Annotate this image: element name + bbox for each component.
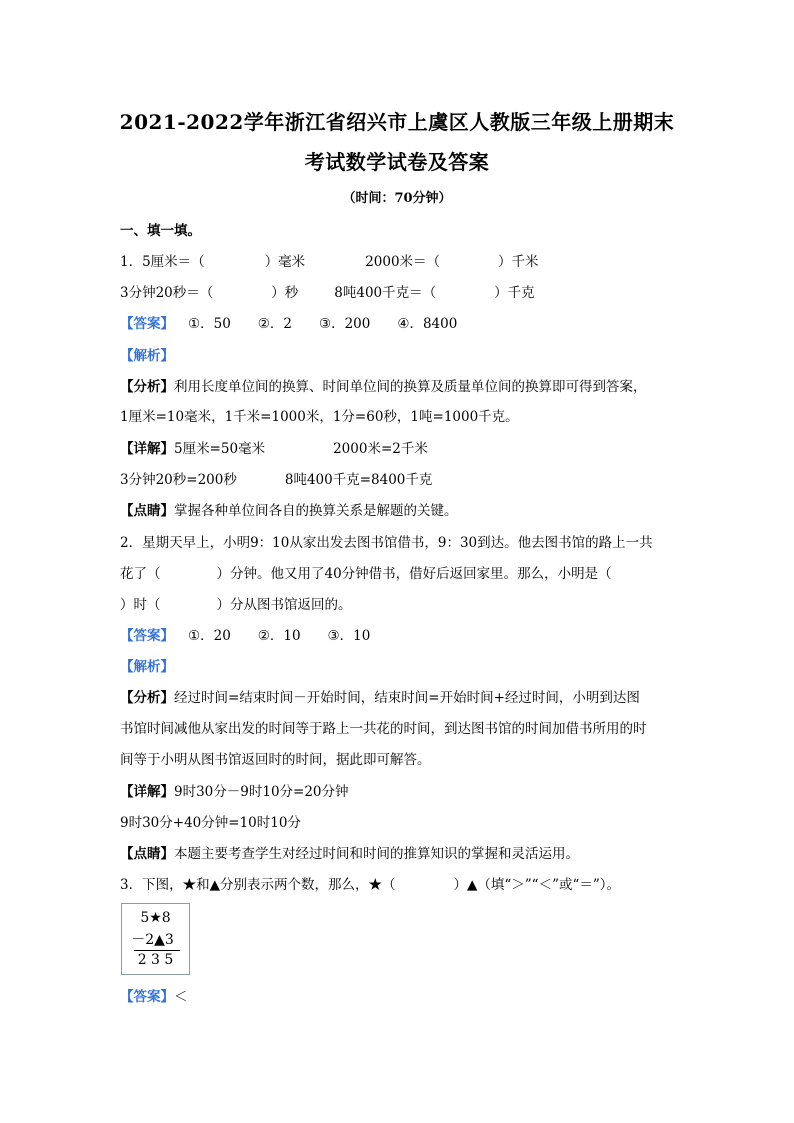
- analysis-tag: 【解析】: [120, 348, 174, 364]
- q1-xiangjie: [120, 437, 428, 457]
- q2-fenxi-line3: 间等于小明从图书馆返回时的时间，据此即可解答。: [120, 752, 431, 768]
- section-heading: 一、填一填。: [120, 223, 201, 239]
- q1-blank4-suffix: ）千克: [494, 285, 535, 301]
- analysis-tag: 【解析】: [120, 659, 174, 675]
- q2-dianjing: [120, 842, 579, 862]
- q1-blank3-prefix: 3分钟20秒＝（: [120, 285, 214, 301]
- document-title-line1: 2021-2022学年浙江省绍兴市上虞区人教版三年级上册期末: [119, 110, 675, 134]
- q1-analysis-heading: [120, 344, 174, 364]
- q2-xiangjie: [120, 780, 349, 800]
- fenxi-tag: 【分析】: [120, 379, 174, 395]
- q2-line1: 2．星期天早上，小明9：10从家出发去图书馆借书，9：30到达。他去图书馆的路上一共: [120, 535, 653, 551]
- dianjing-tag: 【点睛】: [120, 846, 174, 862]
- q1-line2: [120, 281, 535, 301]
- q1-blank1-suffix: ）毫米: [264, 254, 306, 270]
- q1-xiangjie2-b: 8吨400千克=8400千克: [284, 472, 433, 488]
- q1-line1: [120, 250, 539, 270]
- q2-fenxi-text: 经过时间=结束时间－开始时间，结束时间=开始时间+经过时间，小明到达图: [174, 690, 640, 706]
- q2-answer-text: ①．20 ②．10 ③．10: [188, 628, 371, 644]
- xiangjie-tag: 【详解】: [120, 784, 174, 800]
- q2-fenxi: [120, 686, 640, 706]
- q1-blank2-suffix: ）千米: [498, 254, 539, 270]
- q1-xiangjie-line2: [120, 468, 432, 488]
- q3-answer-text: ＜: [174, 989, 188, 1005]
- q1-xiangjie2-a: 3分钟20秒=200秒: [120, 472, 237, 488]
- q1-dianjing: [120, 499, 458, 519]
- q3-blank-prefix: 3．下图，★和▲分别表示两个数，那么，★（: [120, 877, 396, 893]
- calc-subtrahend: －2▲3: [131, 932, 174, 948]
- q1-blank3-suffix: ）秒: [271, 285, 299, 301]
- q2-analysis-heading: [120, 655, 174, 675]
- q2-blank3-suffix: ）分从图书馆返回的。: [216, 597, 352, 613]
- xiangjie-tag: 【详解】: [120, 441, 174, 457]
- calc-rule-line: [134, 950, 180, 951]
- q1-answer: [120, 312, 457, 332]
- exam-time-note: （时间：70分钟）: [342, 191, 452, 206]
- answer-tag: 【答案】: [120, 628, 174, 644]
- q2-line3: [120, 593, 352, 613]
- answer-tag: 【答案】: [120, 989, 174, 1005]
- q2-fenxi-line2: 书馆时间减他从家出发的时间等于路上一共花的时间，到达图书馆的时间加借书所用的时: [120, 721, 647, 737]
- q2-blank1-prefix: 花了（: [120, 566, 161, 582]
- q2-blank1-suffix: ）分钟。他又用了40分钟借书，借好后返回家里。那么，小明是（: [216, 566, 612, 582]
- q1-xiangjie-b: 2000米=2千米: [333, 441, 428, 457]
- q3-blank-suffix: ）▲（填“＞”“＜”或“＝”）。: [453, 877, 621, 893]
- q2-dianjing-text: 本题主要考查学生对经过时间和时间的推算知识的掌握和灵活运用。: [174, 846, 579, 862]
- fenxi-tag: 【分析】: [120, 690, 174, 706]
- q3-line1: [120, 873, 620, 893]
- document-title-line2: 考试数学试卷及答案: [304, 150, 490, 174]
- q2-xiangjie-line2: 9时30分+40分钟=10时10分: [120, 815, 301, 831]
- q2-answer: [120, 624, 370, 644]
- q1-dianjing-text: 掌握各种单位间各自的换算关系是解题的关键。: [174, 503, 458, 519]
- q1-answer-text: ①．50 ②．2 ③．200 ④．8400: [188, 316, 458, 332]
- dianjing-tag: 【点睛】: [120, 503, 174, 519]
- calc-minuend: 5★8: [140, 910, 171, 926]
- q1-fenxi: [120, 375, 647, 395]
- q2-xiangjie1: 9时30分－9时10分=20分钟: [174, 784, 349, 800]
- q3-answer: [120, 985, 188, 1005]
- calc-result: 2 3 5: [137, 952, 174, 968]
- answer-tag: 【答案】: [120, 316, 174, 332]
- q1-fenxi-text: 利用长度单位间的换算、时间单位间的换算及质量单位间的换算即可得到答案，: [174, 379, 647, 395]
- q2-line2: [120, 562, 612, 582]
- q2-blank2-prefix: ）时（: [120, 597, 161, 613]
- q1-blank4-prefix: 8吨400千克＝（: [334, 285, 437, 301]
- q1-blank1-prefix: 1．5厘米＝（: [120, 254, 205, 270]
- q1-blank2-prefix: 2000米＝（: [365, 254, 441, 270]
- q1-xiangjie-a: 5厘米=50毫米: [174, 441, 266, 457]
- vertical-subtraction-figure: [121, 903, 190, 975]
- q1-fenxi-line2: 1厘米=10毫米，1千米=1000米，1分=60秒，1吨=1000千克。: [120, 409, 519, 425]
